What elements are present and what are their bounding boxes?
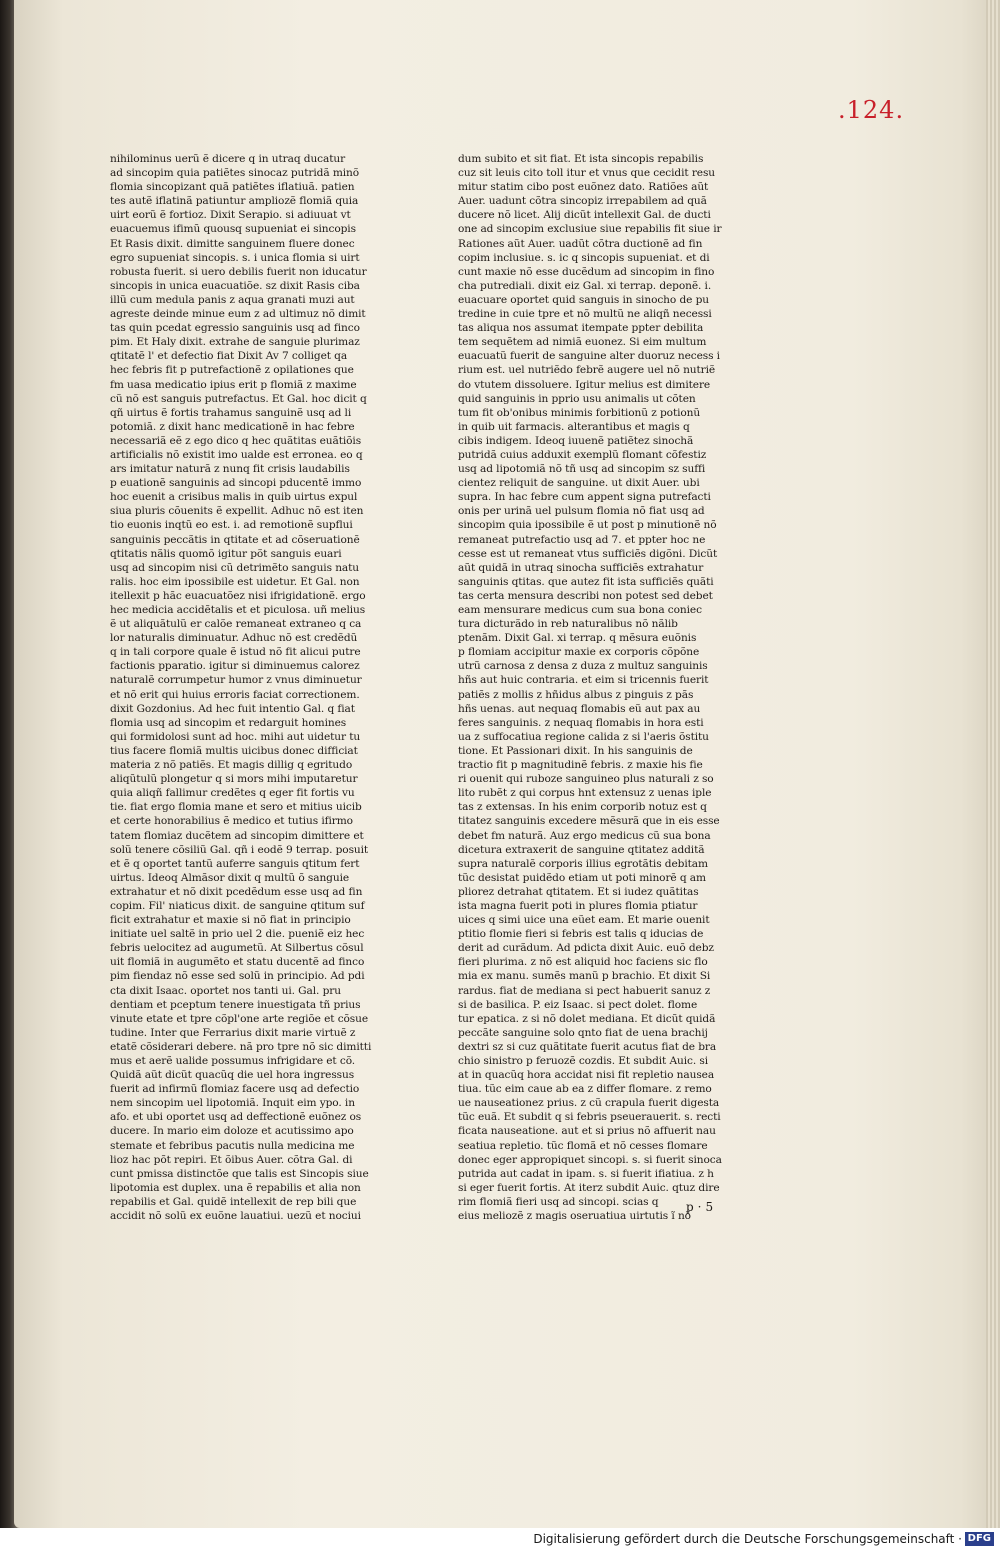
text-line: remaneat putrefactio usq ad 7. et ppter hoc ne xyxy=(458,533,706,546)
text-line: si eger fuerit fortis. At iterz subdit Auic. qtuz dire xyxy=(458,1181,720,1194)
text-line: peccãte sanguine solo qnto fiat de uena brachij xyxy=(458,1026,708,1039)
text-line: dixit Gozdonius. Ad hec fuit intentio Gal. q fiat xyxy=(110,702,355,715)
text-line: illũ cum medula panis z aqua granati muzi aut xyxy=(110,293,355,306)
text-line: usq ad sincopim nisi cũ detrimẽto sanguis natu xyxy=(110,561,360,574)
text-line: qtitatis nãlis quomõ igitur põt sanguis euari xyxy=(110,547,342,560)
text-line: cibis indigem. Ideoq iuuenẽ patiẽtez sinochã xyxy=(458,434,694,447)
text-line: p flomiam accipitur maxie ex corporis cõpõne xyxy=(458,646,700,659)
text-line: tione. Et Passionari dixit. In his sanguinis de xyxy=(458,744,693,757)
text-line: hec febris fit p putrefactionẽ z opilationes que xyxy=(110,364,354,377)
left-text-column xyxy=(110,152,374,1223)
text-line: lor naturalis diminuatur. Adhuc nõ est credẽdũ xyxy=(110,632,358,645)
text-line: chio sinistro p feruozẽ cozdis. Et subdit Auic. si xyxy=(458,1055,709,1067)
text-line: sanguinis peccãtis in qtitate et ad cõseruationẽ xyxy=(110,533,360,546)
text-line: mitur statim cibo post euõnez dato. Ratiões aũt xyxy=(458,181,709,194)
text-line: itellexit p hãc euacuatõez nisi ifrigidationẽ. ergo xyxy=(110,589,366,602)
text-line: accidit nõ solũ ex euõne lauatiui. uezũ et nociui xyxy=(110,1210,361,1223)
text-line: nem sincopim uel lipotomiã. Inquit eim ypo. in xyxy=(110,1097,355,1110)
text-line: tiua. tũc eim caue ab ea z differ flomare. z remo xyxy=(458,1083,712,1096)
text-line: agreste deinde minue eum z ad ultimuz nõ dimit xyxy=(110,308,366,321)
text-line: hec medicia accidẽtalis et et piculosa. uñ melius xyxy=(110,604,366,616)
text-line: extrahatur et nõ dixit pcedẽdum esse usq ad fin xyxy=(110,885,363,898)
text-line: tur epatica. z si nõ dolet mediana. Et dicũt quidã xyxy=(458,1012,716,1025)
text-line: Et Rasis dixit. dimitte sanguinem fluere donec xyxy=(110,237,355,250)
text-line: cha putrediali. dixit eiz Gal. xi terrap. deponẽ. i. xyxy=(458,279,712,292)
text-line: tatem flomiaz ducẽtem ad sincopim dimittere et xyxy=(110,829,364,842)
signature-mark: p·5 xyxy=(686,1200,718,1214)
text-line: euacuare oportet quid sanguis in sinocho de pu xyxy=(458,293,709,306)
text-line: initiate uel saltẽ in prio uel 2 die. pueniẽ eiz hec xyxy=(110,928,365,941)
text-line: et nõ erit qui huius erroris faciat correctionem. xyxy=(110,688,360,701)
text-line: siua pluris cõuenits ẽ expellit. Adhuc nõ est iten xyxy=(110,505,364,518)
text-line: pim. Et Haly dixit. extrahe de sanguie plurimaz xyxy=(110,336,360,349)
page-edge xyxy=(986,0,1000,1528)
text-line: supra. In hac febre cum appent signa putrefacti xyxy=(458,491,711,504)
text-line: ars imitatur naturã z nunq fit crisis laudabilis xyxy=(110,463,350,476)
text-line: hoc euenit a crisibus malis in quib uirtus expul xyxy=(110,491,358,504)
text-line: supra naturalẽ corporis illius egrotãtis debitam xyxy=(458,857,708,870)
text-line: onis per urinã uel pulsum flomia nõ fiat usq ad xyxy=(458,505,705,518)
text-line: hñs aut huic contraria. et eim si tricennis fuerit xyxy=(458,674,709,687)
text-line: flomia usq ad sincopim et redarguit homines xyxy=(110,716,347,729)
text-line: fieri plurima. z nõ est aliquid hoc faciens sic flo xyxy=(458,956,708,969)
text-line: at in quacũq hora accidat nisi fit repletio nausea xyxy=(458,1069,715,1082)
text-line: rardus. fiat de mediana si pect habuerit sanuz z xyxy=(458,984,711,997)
text-line: putridã cuius adduxit exemplũ flomant cõfestiz xyxy=(458,448,707,461)
text-line: lioz hac põt repiri. Et õibus Auer. cõtra Gal. di xyxy=(110,1153,353,1166)
text-line: pim fiendaz nõ esse sed solũ in principio. Ad pdi xyxy=(110,970,365,983)
text-line: ralis. hoc eim ipossibile est uidetur. Et Gal. non xyxy=(110,575,360,588)
text-line: dextri sz si cuz quãtitate fuerit acutus fiat de bra xyxy=(458,1040,717,1053)
text-line: sincopim quia ipossibile ẽ ut post p minutionẽ nõ xyxy=(458,519,717,532)
text-line: naturalẽ corrumpetur humor z vnus diminuetur xyxy=(110,674,362,687)
text-line: qtitatẽ l' et defectio fiat Dixit Av 7 colliget qa xyxy=(110,350,348,363)
text-line: cũ nõ est sanguis putrefactus. Et Gal. hoc dicit q xyxy=(110,392,367,405)
text-line: quia aliqñ fallimur credẽtes q eger fit fortis vu xyxy=(110,787,355,800)
text-line: flomia sincopizant quã patiẽtes iflatiuã. patien xyxy=(110,181,355,194)
text-line: q in tali corpore quale ẽ istud nõ fit alicui putre xyxy=(110,646,361,659)
text-line: cientez reliquit de sanguine. ut dixit Auer. ubi xyxy=(458,477,700,490)
text-line: ficit extrahatur et maxie si nõ fiat in principio xyxy=(110,914,351,927)
text-line: nihilominus uerũ ẽ dicere q in utraq ducatur xyxy=(110,153,346,165)
text-line: eius meliozẽ z magis oseruatiua uirtutis ĩ nõ xyxy=(458,1210,691,1223)
text-line: tum fit ob'onibus minimis forbitionũ z potionũ xyxy=(458,406,701,419)
text-line: sincopis in unica euacuatiõe. sz dixit Rasis ciba xyxy=(110,279,360,292)
text-line: Quidã aũt dicũt quacũq die uel hora ingressus xyxy=(110,1069,355,1082)
text-line: uit flomiã in augumẽto et statu ducentẽ ad finco xyxy=(110,956,365,969)
text-line: pliorez detrahat qtitatem. Et si iudez quãtitas xyxy=(458,885,699,898)
text-line: egro supueniat sincopis. s. i unica flomia si uirt xyxy=(110,251,360,264)
text-line: tas quin pcedat egressio sanguinis usq ad finco xyxy=(110,322,360,335)
text-line: solũ tenere cõsiliũ Gal. qñ i eodẽ 9 terrap. posuit xyxy=(110,843,369,856)
footer-bar xyxy=(0,1528,1000,1549)
text-line: ptenãm. Dixit Gal. xi terrap. q mẽsura euõnis xyxy=(458,632,697,645)
text-line: ri ouenit qui ruboze sanguineo plus naturali z so xyxy=(458,773,714,786)
text-line: euacuatũ fuerit de sanguine alter duoruz necess i xyxy=(458,350,720,363)
text-line: tas z extensas. In his enim corporib notuz est q xyxy=(458,801,707,814)
funding-credit: Digitalisierung gefördert durch die Deutsche Forschungsgemeinschaft · xyxy=(533,1532,962,1546)
text-line: aliqũtulũ plongetur q si mors mihi imputaretur xyxy=(110,773,358,786)
text-line: uices q simi uice una eũet eam. Et marie ouenit xyxy=(458,914,710,927)
text-line: tudine. Inter que Ferrarius dixit marie virtuẽ z xyxy=(110,1026,356,1039)
text-line: in quib uit farmacis. alterantibus et magis q xyxy=(458,420,690,433)
text-line: copim inclusiue. s. ic q sincopis supueniat. et di xyxy=(458,251,710,264)
text-line: stemate et febribus pacutis nulla medicina me xyxy=(110,1139,355,1152)
text-line: ista magna fuerit poti in plures flomia ptiatur xyxy=(458,899,698,912)
text-line: factionis pparatio. igitur si diminuemus calorez xyxy=(110,660,360,673)
text-line: tũc euã. Et subdit q si febris pseuerauerit. s. recti xyxy=(458,1111,721,1124)
text-line: Rationes aũt Auer. uadũt cõtra ductionẽ ad fin xyxy=(458,237,703,250)
text-line: tũc desistat puidẽdo etiam ut poti minorẽ q am xyxy=(458,871,706,884)
text-line: necessariã eẽ z ego dico q hec quãtitas euãtiõis xyxy=(110,434,362,447)
text-line: cunt maxie nõ esse ducẽdum ad sincopim in fino xyxy=(458,265,715,278)
text-line: tio euonis inqtũ eo est. i. ad remotionẽ supflui xyxy=(110,519,353,532)
text-line: repabilis et Gal. quidẽ intellexit de rep bili que xyxy=(110,1195,357,1208)
text-line: tem sequẽtem ad nimiã euonez. Si eim multum xyxy=(458,336,707,349)
text-line: ad sincopim quia patiẽtes sinocaz putridã minõ xyxy=(110,167,360,180)
text-line: euacuemus ifimũ quousq supueniat ei sincopis xyxy=(110,223,356,236)
text-line: aũt quidã in utraq sinocha sufficiẽs extrahatur xyxy=(458,561,704,574)
text-line: lito rubẽt z qui corpus hnt extensuz z uenas iple xyxy=(458,787,712,800)
text-line: uirtus. Ideoq Almãsor dixit q multũ õ sanguie xyxy=(110,871,350,884)
text-line: feres sanguinis. z nequaq flomabis in hora esti xyxy=(458,716,704,729)
text-line: cunt pmissa distinctõe que talis est Sincopis siue xyxy=(110,1167,369,1180)
text-line: quid sanguinis in pprio usu animalis ut cõten xyxy=(458,392,696,405)
text-line: ẽ ut aliquãtulũ er calõe remaneat extraneo q ca xyxy=(110,618,362,631)
text-line: materia z nõ patiẽs. Et magis dillig q egritudo xyxy=(110,759,353,772)
text-line: qui formidolosi sunt ad hoc. mihi aut uidetur tu xyxy=(110,730,361,743)
text-line: tius facere flomiã multis uicibus donec difficiat xyxy=(110,744,358,757)
text-line: one ad sincopim exclusiue siue repabilis fit siue ir xyxy=(458,223,722,236)
text-line: rium est. uel nutriẽdo febrẽ augere uel nõ nutriẽ xyxy=(458,364,716,377)
text-line: ue nauseationez prius. z cũ crapula fuerit digesta xyxy=(458,1097,720,1110)
text-line: tractio fit p magnitudinẽ febris. z maxie his fie xyxy=(458,759,703,772)
folio-number: .124. xyxy=(838,96,905,124)
text-line: copim. Fil' niaticus dixit. de sanguine qtitum suf xyxy=(110,899,365,912)
text-line: seatiua repletio. tũc flomã et nõ cesses flomare xyxy=(458,1139,708,1152)
text-line: lipotomia est duplex. una ẽ repabilis et alia non xyxy=(110,1181,361,1194)
text-line: qñ uirtus ẽ fortis trahamus sanguinẽ usq ad li xyxy=(110,406,352,419)
text-line: ua z suffocatiua regione calida z si l'aeris õstitu xyxy=(458,730,709,743)
text-line: tie. fiat ergo flomia mane et sero et mitius uicib xyxy=(110,801,362,814)
text-line: uirt eorũ ẽ fortioz. Dixit Serapio. si adiuuat vt xyxy=(110,209,351,222)
text-line: mia ex manu. sumẽs manũ p brachio. Et dixit Si xyxy=(458,970,711,983)
text-line: fm uasa medicatio ipius erit p flomiã z maxime xyxy=(110,378,357,391)
text-line: do vtutem dissoluere. Igitur melius est dimitere xyxy=(458,378,711,391)
text-line: vinute etate et tpre cõpl'one arte regiõe et cõsue xyxy=(110,1012,369,1025)
text-line: ptitio flomie fieri si febris est talis q iducias de xyxy=(458,928,704,941)
text-line: cta dixit Isaac. oportet nos tanti ui. Gal. pru xyxy=(110,984,341,997)
text-line: potomiã. z dixit hanc medicationẽ in hac febre xyxy=(110,420,355,433)
text-line: cuz sit leuis cito toll itur et vnus que cecidit resu xyxy=(458,167,716,180)
text-line: dum subito et sit fiat. Et ista sincopis repabilis xyxy=(458,153,704,165)
right-text-column xyxy=(458,152,728,1223)
text-line: p euationẽ sanguinis ad sincopi pducentẽ immo xyxy=(110,477,362,490)
text-line: dentiam et pceptum tenere inuestigata tñ prius xyxy=(110,998,361,1011)
text-line: et certe honorabilius ẽ medico et tutius ifirmo xyxy=(110,815,353,828)
text-line: donec eger appropiquet sincopi. s. si fuerit sinoca xyxy=(458,1153,722,1166)
dfg-logo: DFG xyxy=(965,1532,994,1546)
text-line: eam mensurare medicus cum sua bona coniec xyxy=(458,604,702,616)
text-line: debet fm naturã. Auz ergo medicus cũ sua bona xyxy=(458,829,711,842)
text-line: sanguinis qtitas. que autez fit ista sufficiẽs quãti xyxy=(458,575,714,588)
text-line: tas certa mensura describi non potest sed debet xyxy=(458,589,713,602)
text-line: dicetura extraxerit de sanguine qtitatez additã xyxy=(458,843,705,856)
text-line: patiẽs z mollis z hñidus albus z pinguis z pãs xyxy=(458,688,694,701)
text-line: febris uelocitez ad augumetũ. At Silbertus cõsul xyxy=(110,942,364,955)
text-line: rim flomiã fieri usq ad sincopi. scias q xyxy=(458,1195,659,1208)
text-line: si de basilica. P. eiz Isaac. si pect dolet. flome xyxy=(458,998,698,1011)
text-line: tura dicturãdo in reb naturalibus nõ nãlib xyxy=(458,618,678,631)
text-line: fuerit ad infirmũ flomiaz facere usq ad defectio xyxy=(110,1083,360,1096)
text-line: ducere. In mario eim doloze et acutissimo apo xyxy=(110,1125,354,1138)
text-line: ficata nauseatione. aut et si prius nõ affuerit nau xyxy=(458,1125,716,1138)
text-line: robusta fuerit. si uero debilis fuerit non iducatur xyxy=(110,265,367,278)
text-line: usq ad lipotomiã nõ tñ usq ad sincopim sz suffi xyxy=(458,463,706,476)
text-line: derit ad curãdum. Ad pdicta dixit Auic. euõ debz xyxy=(458,942,714,955)
text-line: tredine in cuie tpre et nõ multũ ne aliqñ necessi xyxy=(458,308,712,321)
text-line: artificialis nõ existit imo ualde est erronea. eo q xyxy=(110,448,363,461)
text-line: tas aliqua nos assumat itempate ppter debilita xyxy=(458,322,704,335)
text-line: ducere nõ licet. Alij dicũt intellexit Gal. de ducti xyxy=(458,209,711,222)
text-line: et ẽ q oportet tantũ auferre sanguis qtitum fert xyxy=(110,857,360,870)
text-line: etatẽ cõsiderari debere. nã pro tpre nõ sic dimitti xyxy=(110,1040,372,1053)
text-line: tes autẽ iflatinã patiuntur ampliozẽ flomiã quia xyxy=(110,195,359,208)
text-line: utrũ carnosa z densa z duza z multuz sanguinis xyxy=(458,660,708,673)
text-line: Auer. uadunt cõtra sincopiz irrepabilem ad quã xyxy=(458,195,707,208)
text-line: hñs uenas. aut nequaq flomabis eũ aut pax au xyxy=(458,702,701,715)
text-line: cesse est ut remaneat vtus sufficiẽs digõni. Dicũt xyxy=(458,547,718,560)
text-line: putrida aut cadat in ipam. s. si fuerit ifiatiua. z h xyxy=(458,1167,714,1180)
text-line: afo. et ubi oportet usq ad deffectionẽ euõnez os xyxy=(110,1111,362,1124)
text-line: titatez sanguinis excedere mẽsurã que in eis esse xyxy=(458,815,720,828)
text-line: mus et aerẽ ualide possumus infrigidare et cõ. xyxy=(110,1055,356,1067)
